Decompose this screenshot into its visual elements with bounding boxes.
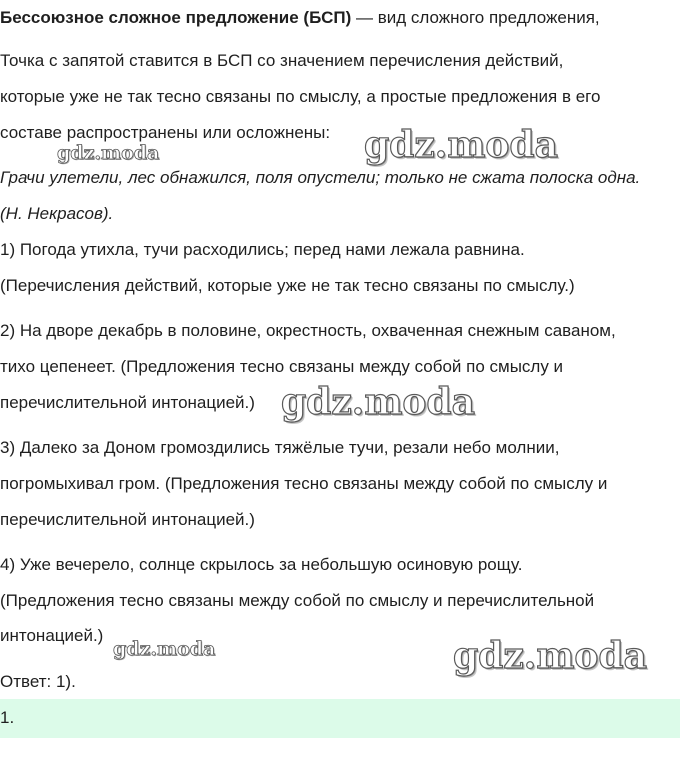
watermark-logo: gdz.moda [113, 638, 216, 660]
watermark-logo: gdz.moda [57, 142, 160, 164]
option-2-line-2: тихо цепенеет. (Предложения тесно связаны между собой по смыслу и [0, 357, 564, 376]
rule-line-3: составе распространены или осложнены: [0, 123, 331, 142]
intro-line [0, 8, 600, 28]
rule-line-1: Точка с запятой ставится в БСП со значением перечисления действий, [0, 51, 564, 70]
answer-bar-text: 1. [0, 708, 15, 727]
option-2-line-1: 2) На дворе декабрь в половине, окрестность, охваченная снежным саваном, [0, 321, 616, 340]
option-4-line-2: (Предложения тесно связаны между собой по смыслу и перечислительной [0, 591, 595, 610]
option-1-line-1: 1) Погода утихла, тучи расходились; перед нами лежала равнина. [0, 240, 525, 259]
watermark-logo: gdz.moda [281, 381, 475, 423]
option-3-line-2: погромыхивал гром. (Предложения тесно связаны между собой по смыслу и [0, 474, 608, 493]
example-line-1: Грачи улетели, лес обнажился, поля опустели; только не сжата полоска одна. [0, 168, 641, 187]
intro-definition: — вид сложного предложения, [351, 8, 600, 27]
option-3-line-1: 3) Далеко за Доном громоздились тяжёлые тучи, резали небо молнии, [0, 438, 560, 457]
example-author: (Н. Некрасов). [0, 204, 114, 223]
rule-line-2: которые уже не так тесно связаны по смыслу, а простые предложения в его [0, 87, 601, 106]
option-4-line-3: интонацией.) [0, 626, 104, 645]
answer-bar [0, 699, 680, 738]
watermark-logo: gdz.moda [364, 124, 558, 166]
option-2-line-3: перечислительной интонацией.) [0, 393, 255, 412]
intro-term: Бессоюзное сложное предложение (БСП) [0, 8, 352, 27]
option-3-line-3: перечислительной интонацией.) [0, 510, 255, 529]
option-1-line-2: (Перечисления действий, которые уже не так тесно связаны по смыслу.) [0, 276, 575, 295]
option-4-line-1: 4) Уже вечерело, солнце скрылось за небольшую осиновую рощу. [0, 555, 523, 574]
watermark-logo: gdz.moda [453, 635, 647, 677]
answer-text: Ответ: 1). [0, 672, 76, 691]
